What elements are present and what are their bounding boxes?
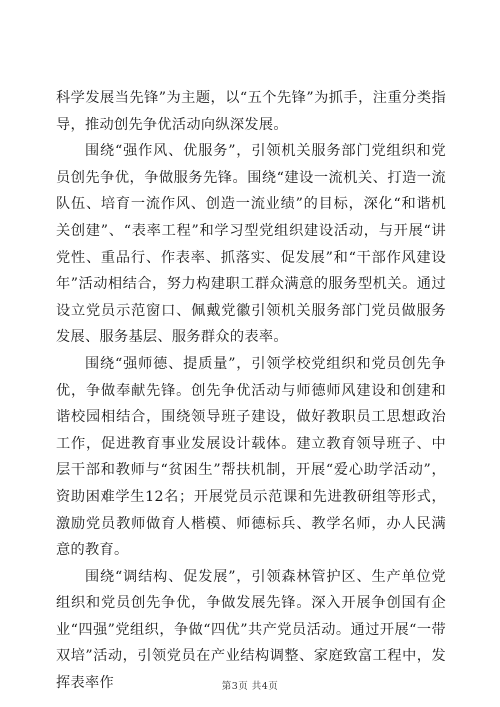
paragraph-dedication-vanguard: 围绕“强师德、提质量”，引领学校党组织和党员创先争优，争做奉献先锋。创先争优活动与师德师风建设和创建和谐校园相结合，围绕领导班子建设，做好教职员工思想政治工作，促进教育事业发展设计载体。建立教育领导班子、中层干部和教师与“贫困生”帮扶机制，开展“爱心助学活动”，资助困难学生12名；开展党员示范课和先进教研组等形式，激励党员教师做育人楷模、师德标兵、教学名师，办人民满意的教育。 [56,355,446,559]
document-body [56,85,446,697]
paragraph-service-vanguard: 围绕“强作风、优服务”，引领机关服务部门党组织和党员创先争优，争做服务先锋。围绕“建设一流机关、打造一流队伍、培育一流作风、创造一流业绩”的目标，深化“和谐机关创建”、“表率工程”和学习型党组织建设活动，与开展“讲党性、重品行、作表率、抓落实、促发展”和“干部作风建设年”活动相结合，努力构建职工群众满意的服务型机关。通过设立党员示范窗口、佩戴党徽引领机关服务部门党员做服务发展、服务基层、服务群众的表率。 [56,143,446,346]
paragraph-development-vanguard: 围绕“调结构、促发展”，引领森林管护区、生产单位党组织和党员创先争优，争做发展先锋。深入开展争创国有企业“四强”党组织，争做“四优”共产党员活动。通过开展“一带双培”活动，引领党员在产业结构调整、家庭致富工程中，发挥表率作 [56,568,446,692]
page-number-footer: 第3页 共4页 [221,681,279,692]
paragraph-intro-continued: 科学发展当先锋”为主题，以“五个先锋”为抓手，注重分类指导，推动创先争优活动向纵深发展。 [56,90,446,133]
